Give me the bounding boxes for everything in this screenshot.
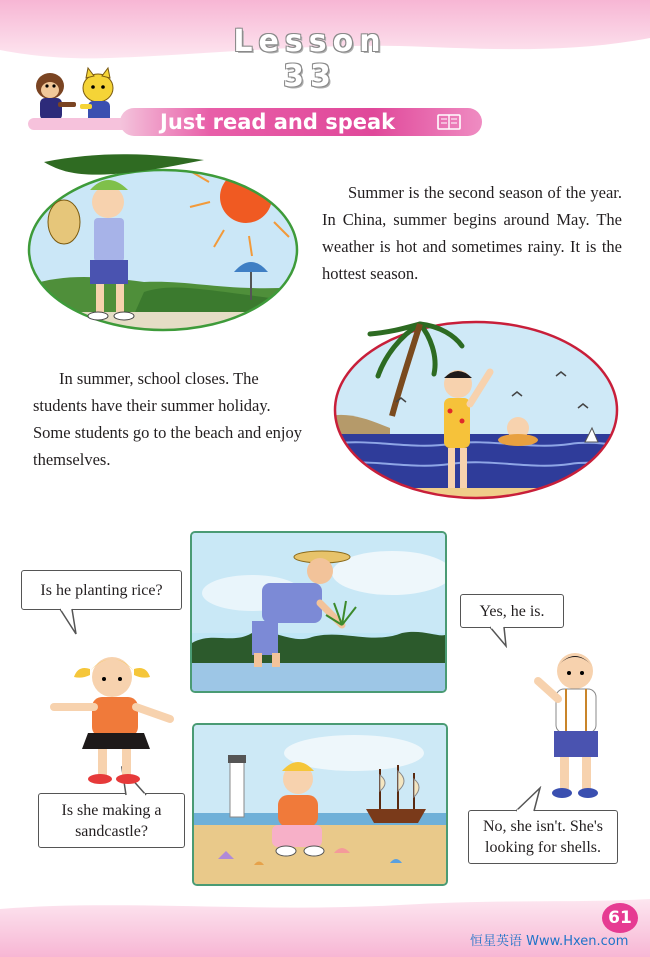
question-bubble-rice	[21, 570, 182, 610]
monkey-mascot-icon	[36, 73, 76, 120]
paragraph-2-text: In summer, school closes. The students have their summer holiday. Some students go to the beach and enjoy themselves.	[33, 369, 302, 469]
page-number: 61	[602, 903, 638, 933]
book-icon	[437, 113, 461, 131]
reading-paragraph-1	[322, 179, 622, 287]
bubble-tail	[58, 608, 82, 636]
answer-rice-text: Yes, he is.	[479, 603, 545, 620]
rice-planting-panel	[190, 531, 447, 693]
boy-character	[530, 645, 620, 805]
question-sandcastle-text: Is she making a sandcastle?	[61, 802, 162, 840]
summer-sun-illustration	[24, 152, 302, 337]
beach-shells-panel	[192, 723, 448, 886]
answer-bubble-rice	[460, 594, 564, 628]
cat-mascot-icon	[80, 68, 113, 123]
answer-bubble-shells	[468, 810, 618, 864]
beach-illustration	[330, 316, 622, 504]
section-title: Just read and speak	[160, 110, 396, 134]
site-watermark: 恒星英语 Www.Hxen.com	[470, 934, 629, 949]
bubble-tail	[486, 626, 510, 648]
answer-shells-text: No, she isn't. She's looking for shells.	[483, 818, 603, 856]
question-bubble-sandcastle	[38, 793, 185, 848]
girl-character	[40, 645, 180, 790]
lesson-title: Lesson 33	[233, 24, 387, 94]
question-rice-text: Is he planting rice?	[40, 582, 163, 599]
reading-paragraph-2	[33, 365, 308, 473]
paragraph-1-text: Summer is the second season of the year. In China, summer begins around May. The weather is hot and sometimes rainy. It is the hottest season.	[322, 183, 622, 283]
mascots	[28, 66, 128, 136]
